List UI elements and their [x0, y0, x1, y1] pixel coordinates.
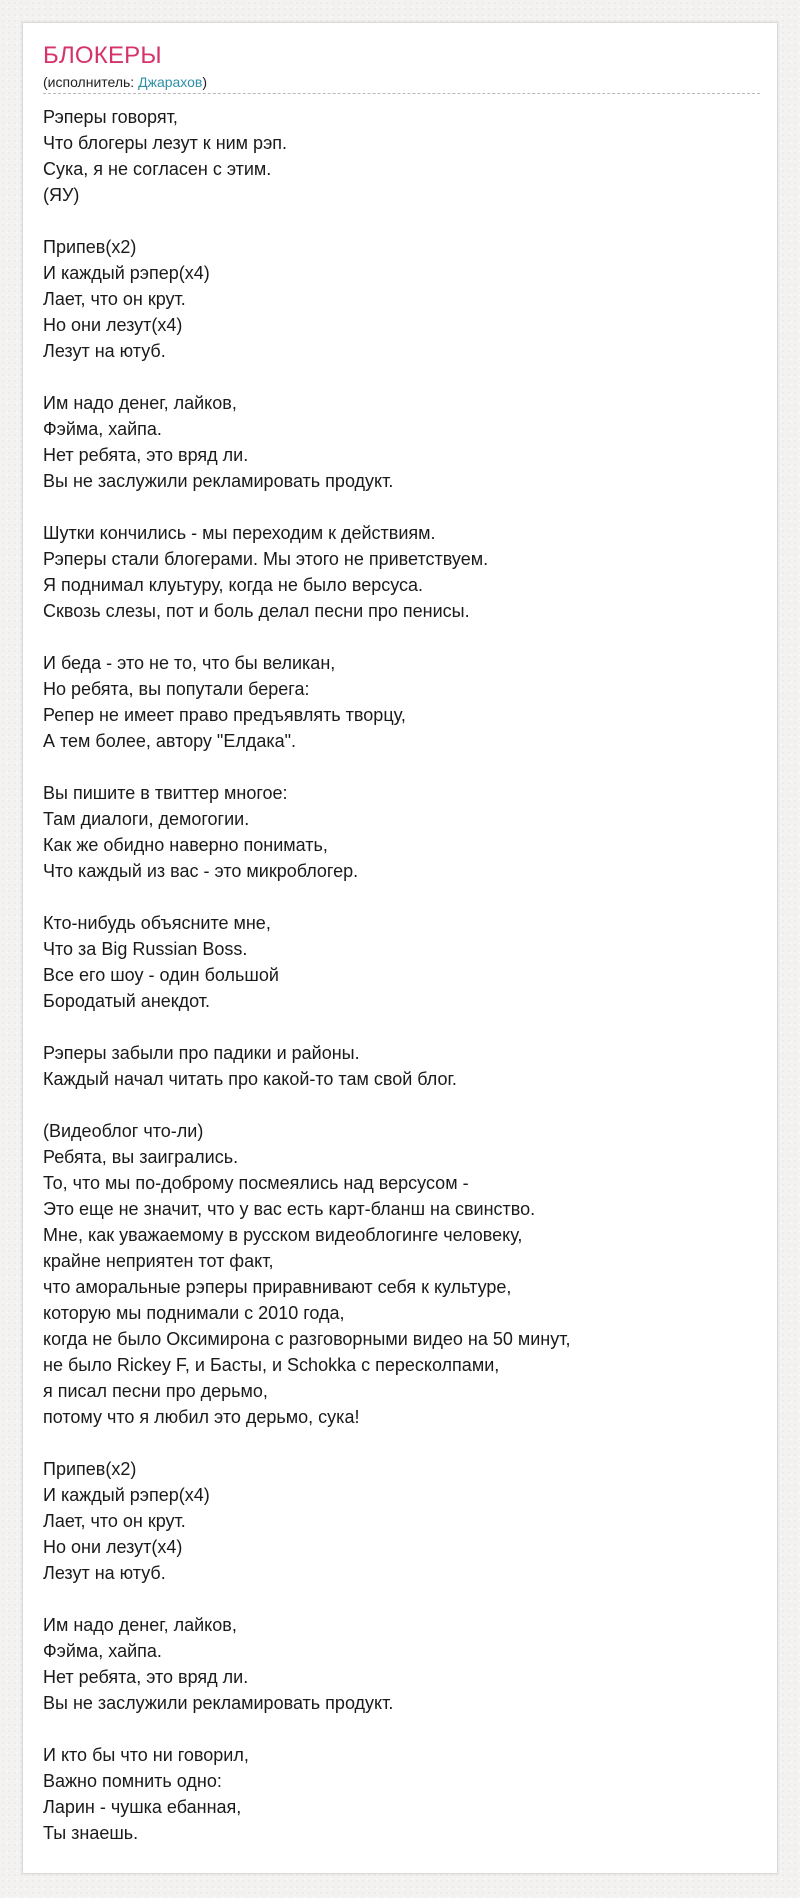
- lyric-line: Но они лезут(х4): [43, 1537, 183, 1557]
- lyric-line: То, что мы по-доброму посмеялись над версусом -: [43, 1173, 469, 1193]
- lyric-line: Что каждый из вас - это микроблогер.: [43, 861, 359, 881]
- lyric-line: Фэйма, хайпа.: [43, 419, 162, 439]
- performer-line: [43, 73, 757, 91]
- lyric-line: (Видеоблог что-ли): [43, 1121, 204, 1141]
- performer-prefix: (исполнитель:: [43, 74, 139, 90]
- lyric-line: [43, 494, 757, 520]
- lyric-line: не было Rickey F, и Басты, и Schokka с пересколпами,: [43, 1355, 500, 1375]
- lyric-line: Ты знаешь.: [43, 1823, 139, 1843]
- lyric-line: Что блогеры лезут к ним рэп.: [43, 133, 288, 153]
- lyric-line: И кто бы что ни говорил,: [43, 1745, 249, 1765]
- lyric-line: (ЯУ): [43, 185, 80, 205]
- lyric-line: [43, 364, 757, 390]
- lyric-line: когда не было Оксимирона с разговорными видео на 50 минут,: [43, 1329, 571, 1349]
- lyric-line: Там диалоги, демогогии.: [43, 809, 250, 829]
- lyric-line: потому что я любил это дерьмо, сука!: [43, 1407, 360, 1427]
- lyric-line: Рэперы говорят,: [43, 107, 178, 127]
- lyric-line: И каждый рэпер(х4): [43, 263, 210, 283]
- lyric-line: [43, 1092, 757, 1118]
- performer-link[interactable]: Джарахов: [138, 74, 203, 90]
- lyric-line: Лает, что он крут.: [43, 1511, 186, 1531]
- lyric-line: Но ребята, вы попутали берега:: [43, 679, 310, 699]
- lyric-line: А тем более, автору "Елдака".: [43, 731, 297, 751]
- lyric-line: [43, 1430, 757, 1456]
- lyric-line: [43, 1586, 757, 1612]
- lyric-line: [43, 1014, 757, 1040]
- lyric-line: Фэйма, хайпа.: [43, 1641, 162, 1661]
- lyric-line: Им надо денег, лайков,: [43, 393, 237, 413]
- lyric-line: Лезут на ютуб.: [43, 1563, 166, 1583]
- lyric-line: Ребята, вы заигрались.: [43, 1147, 239, 1167]
- lyric-line: Все его шоу - один большой: [43, 965, 279, 985]
- lyric-line: я писал песни про дерьмо,: [43, 1381, 268, 1401]
- title-divider: [43, 93, 760, 94]
- lyric-line: Им надо денег, лайков,: [43, 1615, 237, 1635]
- performer-suffix: ): [202, 74, 208, 90]
- lyric-line: Припев(х2): [43, 237, 137, 257]
- song-title: БЛОКЕРЫ: [43, 42, 162, 69]
- lyric-line: Лает, что он крут.: [43, 289, 186, 309]
- lyric-line: Но они лезут(х4): [43, 315, 183, 335]
- lyric-line: что аморальные рэперы приравнивают себя к культуре,: [43, 1277, 512, 1297]
- lyrics-card: [22, 22, 778, 1874]
- lyric-line: Припев(х2): [43, 1459, 137, 1479]
- lyric-line: Нет ребята, это вряд ли.: [43, 1667, 249, 1687]
- lyric-line: Что за Big Russian Boss.: [43, 939, 248, 959]
- lyric-line: Лезут на ютуб.: [43, 341, 166, 361]
- lyric-line: Кто-нибудь объясните мне,: [43, 913, 271, 933]
- lyric-line: И беда - это не то, что бы великан,: [43, 653, 336, 673]
- lyric-line: крайне неприятен тот факт,: [43, 1251, 274, 1271]
- lyric-line: Бородатый анекдот.: [43, 991, 211, 1011]
- lyric-line: [43, 1716, 757, 1742]
- lyric-line: Вы пишите в твиттер многое:: [43, 783, 288, 803]
- lyric-line: Рэперы стали блогерами. Мы этого не приветствуем.: [43, 549, 489, 569]
- lyric-line: [43, 884, 757, 910]
- lyric-line: Каждый начал читать про какой-то там свой блог.: [43, 1069, 457, 1089]
- lyric-line: [43, 754, 757, 780]
- lyric-line: [43, 208, 757, 234]
- lyric-line: Сквозь слезы, пот и боль делал песни про пенисы.: [43, 601, 470, 621]
- lyric-line: Это еще не значит, что у вас есть карт-бланш на свинство.: [43, 1199, 536, 1219]
- lyric-line: Нет ребята, это вряд ли.: [43, 445, 249, 465]
- lyrics-text: [43, 104, 757, 1846]
- lyric-line: Рэперы забыли про падики и районы.: [43, 1043, 360, 1063]
- lyric-line: Как же обидно наверно понимать,: [43, 835, 328, 855]
- lyric-line: [43, 624, 757, 650]
- lyric-line: Важно помнить одно:: [43, 1771, 222, 1791]
- lyric-line: Репер не имеет право предъявлять творцу,: [43, 705, 406, 725]
- lyric-line: Вы не заслужили рекламировать продукт.: [43, 471, 394, 491]
- lyric-line: Ларин - чушка ебанная,: [43, 1797, 242, 1817]
- lyric-line: Вы не заслужили рекламировать продукт.: [43, 1693, 394, 1713]
- lyric-line: Сука, я не согласен с этим.: [43, 159, 272, 179]
- lyric-line: Мне, как уважаемому в русском видеоблогинге человеку,: [43, 1225, 523, 1245]
- lyric-line: Я поднимал клуьтуру, когда не было версуса.: [43, 575, 424, 595]
- lyric-line: которую мы поднимали с 2010 года,: [43, 1303, 345, 1323]
- lyric-line: И каждый рэпер(х4): [43, 1485, 210, 1505]
- lyric-line: Шутки кончились - мы переходим к действиям.: [43, 523, 436, 543]
